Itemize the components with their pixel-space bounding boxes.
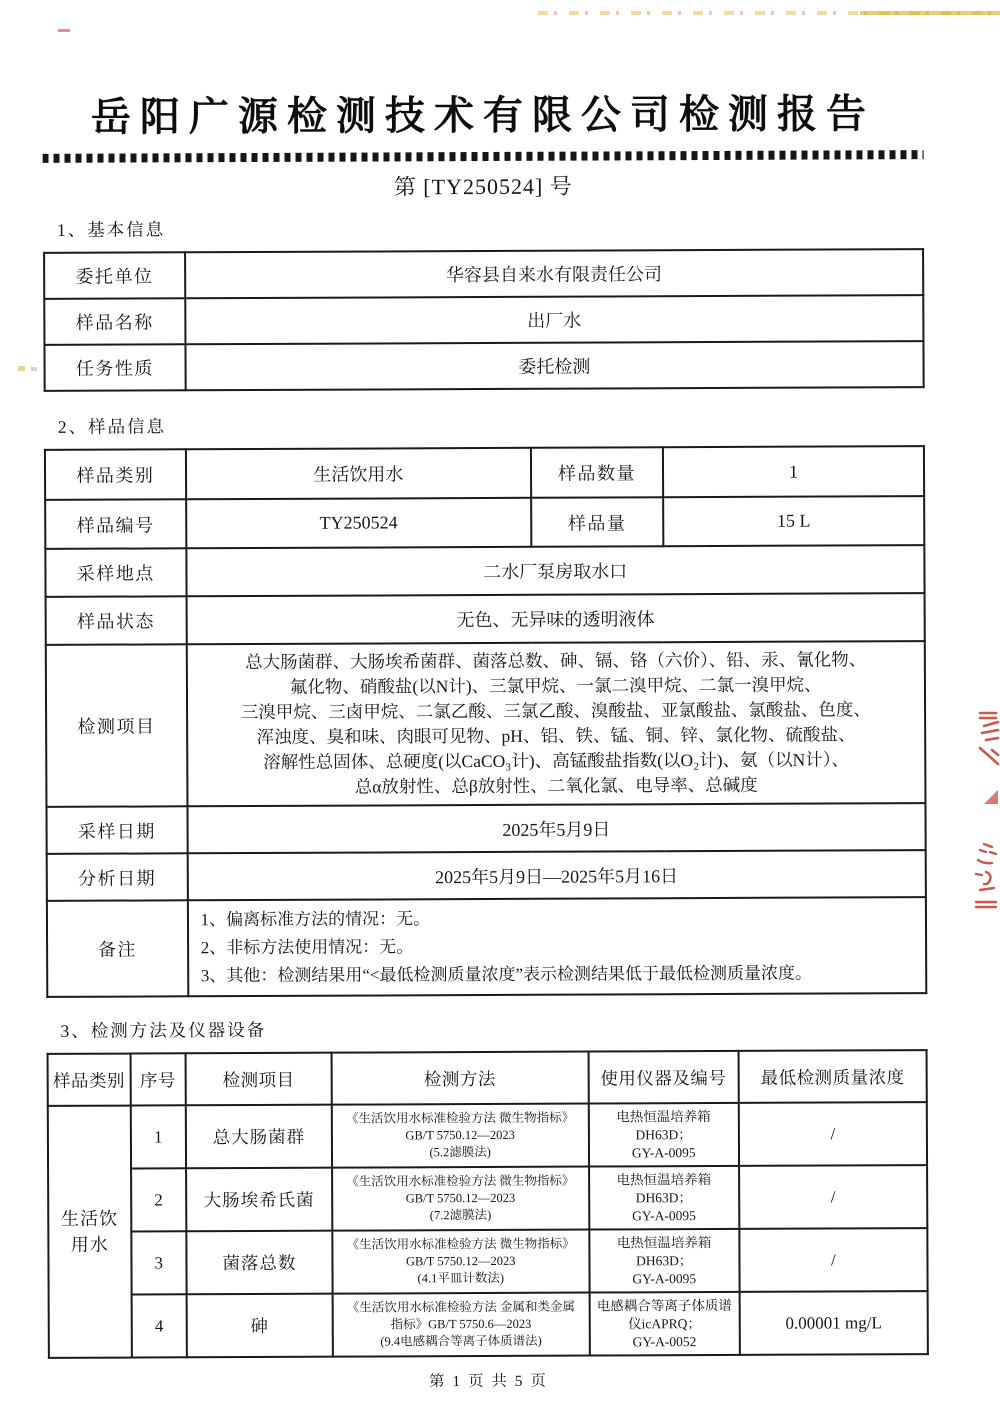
method-line: GB/T 5750.12—2023: [405, 1253, 516, 1269]
remark-line: 1、偏离标准方法的情况：无。: [200, 909, 431, 930]
instrument: [589, 1292, 740, 1356]
row-value: 委托检测: [185, 341, 924, 390]
remark-line: 3、其他：检测结果用“<最低检测质量浓度”表示检测结果低于最低检测质量浓度。: [200, 963, 813, 986]
column-header: 最低检测质量浓度: [738, 1050, 926, 1103]
table-row: [44, 249, 923, 299]
row-label: 样品数量: [531, 447, 663, 498]
instrument-line: 电感耦合等离子体质谱: [596, 1297, 732, 1314]
test-method: [332, 1230, 589, 1294]
table-header-row: [48, 1050, 927, 1106]
row-number: 4: [131, 1294, 187, 1357]
remarks-list: [188, 897, 927, 996]
report-content: [42, 0, 929, 1393]
table-row: [48, 1165, 927, 1232]
scanner-artifact-speck: [18, 366, 25, 371]
row-label: 样品状态: [46, 596, 187, 645]
method-line: GB/T 5750.12—2023: [405, 1127, 515, 1143]
instrument-line: 仪icAPRQ；: [628, 1315, 701, 1331]
instrument: [588, 1103, 739, 1167]
column-header: 使用仪器及编号: [588, 1051, 739, 1104]
row-label: 采样日期: [46, 806, 187, 854]
test-items-line: 总α放射性、总β放射性、二氧化氯、电导率、总碱度: [354, 774, 758, 797]
row-value: 1: [663, 446, 924, 497]
instrument-line: GY-A-0095: [631, 1144, 696, 1160]
detection-limit: /: [739, 1228, 927, 1292]
methods-table: [47, 1049, 929, 1359]
table-row: [47, 850, 926, 901]
instrument-line: 电热恒温培养箱: [616, 1171, 712, 1187]
test-item: 菌落总数: [186, 1231, 332, 1295]
instrument-line: GY-A-0052: [632, 1333, 697, 1349]
instrument-line: 电热恒温培养箱: [616, 1234, 712, 1250]
method-line: (4.1平皿计数法): [417, 1270, 505, 1286]
table-row-remarks: [47, 897, 926, 997]
section-heading-methods: 3、检测方法及仪器设备: [60, 1019, 267, 1041]
method-line: 《生活饮用水标准检验方法 微生物指标》: [346, 1236, 575, 1252]
table-row: [45, 545, 924, 597]
test-items-line: 溶解性总固体、总硬度(以CaCO₃计)、高锰酸盐指数(以O₂计)、氨（以N计）、: [263, 749, 850, 772]
table-row: [49, 1291, 928, 1358]
method-line: 《生活饮用水标准检验方法 金属和类金属: [346, 1299, 575, 1315]
instrument-line: 电热恒温培养箱: [616, 1108, 711, 1124]
sample-info-table: [44, 445, 927, 998]
dotted-separator: [43, 150, 924, 163]
row-label: 样品量: [531, 497, 663, 547]
column-header: 序号: [130, 1053, 186, 1105]
table-row-test-items: [46, 641, 926, 807]
method-line: GB/T 5750.12—2023: [405, 1190, 516, 1206]
method-line: 指标》GB/T 5750.6—2023: [390, 1316, 532, 1332]
row-number: 2: [131, 1168, 187, 1231]
test-items-list: [186, 641, 925, 806]
row-value: 无色、无异味的透明液体: [186, 593, 925, 644]
row-value: 2025年5月9日—2025年5月16日: [187, 850, 926, 900]
detection-limit: 0.00001 mg/L: [739, 1291, 927, 1355]
method-line: 《生活饮用水标准检验方法 微生物指标》: [345, 1110, 575, 1126]
test-items-line: 三溴甲烷、三卤甲烷、二氯乙酸、三氯乙酸、溴酸盐、亚氯酸盐、氯酸盐、色度、: [240, 699, 871, 723]
row-label: 样品类别: [45, 449, 186, 500]
row-value: 华容县自来水有限责任公司: [185, 249, 924, 298]
row-number: 1: [130, 1105, 186, 1168]
test-items-line: 氟化物、硝酸盐(以N计)、三氯甲烷、一氯二溴甲烷、二氯一溴甲烷、: [289, 674, 822, 697]
test-item: 总大肠菌群: [186, 1105, 332, 1169]
method-line: (5.2滤膜法): [429, 1144, 491, 1160]
basic-info-table: [43, 248, 925, 392]
page-footer: 第 1 页 共 5 页: [429, 1372, 548, 1391]
row-label: 采样地点: [45, 548, 186, 597]
row-value: 出厂水: [185, 295, 924, 344]
remark-line: 2、非标方法使用情况：无。: [200, 937, 414, 958]
instrument-line: DH63D；: [636, 1252, 693, 1268]
instrument-line: GY-A-0095: [632, 1207, 696, 1223]
section-heading-sample-info: 2、样品信息: [57, 416, 167, 437]
row-value: 二水厂泵房取水口: [186, 545, 925, 596]
table-row: [46, 593, 925, 645]
section-heading-basic-info: 1、基本信息: [56, 219, 166, 240]
method-line: (9.4电感耦合等离子体质谱法): [380, 1333, 542, 1349]
instrument-line: DH63D；: [635, 1189, 693, 1205]
page-title: 岳阳广源检测技术有限公司检测报告: [90, 92, 876, 140]
method-line: 《生活饮用水标准检验方法 微生物指标》: [346, 1173, 575, 1189]
column-header: 检测项目: [186, 1053, 332, 1106]
row-number: 3: [131, 1231, 187, 1294]
table-row: [44, 341, 923, 391]
instrument: [589, 1229, 740, 1293]
table-row: [48, 1228, 927, 1295]
table-row: [45, 496, 924, 549]
detection-limit: /: [739, 1102, 927, 1166]
row-label: 样品编号: [45, 499, 186, 549]
row-label: 委托单位: [44, 252, 185, 299]
row-value: 15 L: [663, 496, 924, 546]
instrument: [589, 1166, 740, 1230]
row-value: 2025年5月9日: [187, 803, 926, 853]
table-row: [45, 446, 924, 500]
row-label: 备注: [47, 900, 188, 997]
row-label: 检测项目: [46, 644, 187, 807]
table-row: [48, 1102, 927, 1169]
table-row: [44, 295, 923, 345]
report-number: 第 [TY250524] 号: [393, 173, 573, 200]
test-item: 大肠埃希氏菌: [186, 1168, 332, 1232]
test-item: 砷: [187, 1294, 333, 1358]
test-method: [332, 1104, 589, 1168]
stamp-fragment-icon: [982, 786, 1000, 808]
test-method: [332, 1167, 589, 1231]
row-label: 分析日期: [47, 853, 188, 901]
column-header: 检测方法: [331, 1052, 588, 1105]
instrument-line: DH63D；: [635, 1126, 692, 1142]
detection-limit: /: [739, 1165, 927, 1229]
stamp-fragment-icon: [972, 710, 1000, 770]
column-header: 样品类别: [48, 1054, 131, 1106]
row-label: 任务性质: [44, 344, 185, 391]
table-row: [46, 803, 925, 854]
row-value: 生活饮用水: [186, 448, 532, 500]
instrument-line: GY-A-0095: [632, 1270, 697, 1286]
sample-category-cell: 生活饮用水: [48, 1106, 132, 1358]
test-items-line: 总大肠菌群、大肠埃希菌群、菌落总数、砷、镉、铬（六价）、铅、汞、氰化物、: [244, 649, 867, 673]
row-label: 样品名称: [44, 298, 185, 345]
stamp-fragment-icon: [970, 840, 1000, 912]
method-line: (7.2滤膜法): [429, 1207, 492, 1223]
test-items-line: 浑浊度、臭和味、肉眼可见物、pH、铝、铁、锰、铜、锌、氯化物、硫酸盐、: [256, 724, 856, 747]
test-method: [333, 1293, 590, 1357]
scanner-artifact-speck: [31, 367, 37, 371]
row-value: TY250524: [186, 498, 532, 549]
